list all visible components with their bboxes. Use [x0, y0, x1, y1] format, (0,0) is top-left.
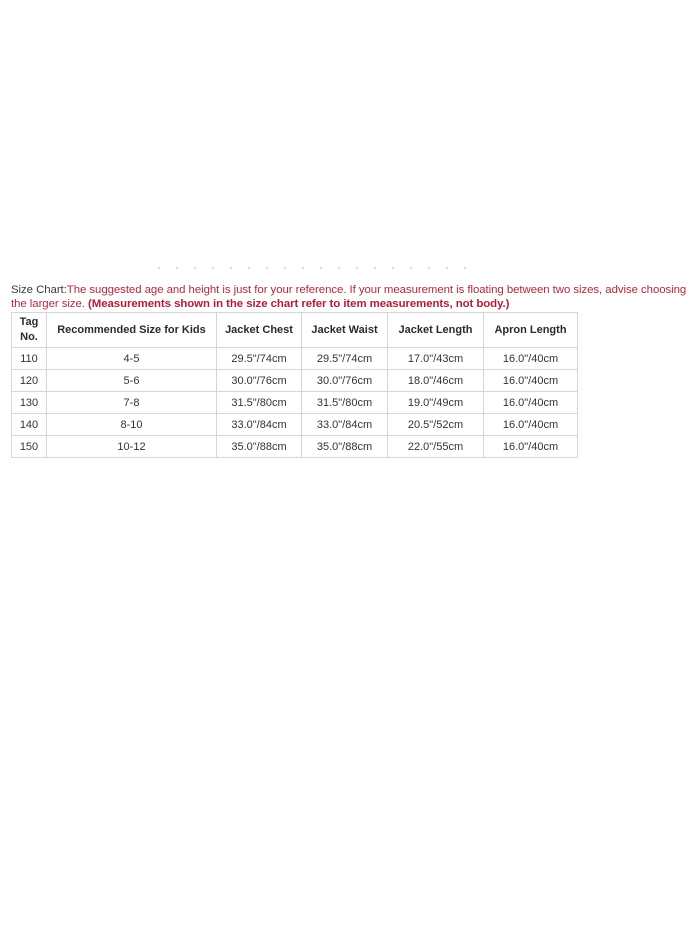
table-row: [12, 348, 578, 370]
cell-apron-length: 16.0"/40cm: [484, 348, 578, 370]
cell-apron-length: 16.0"/40cm: [484, 436, 578, 458]
cell-apron-length: 16.0"/40cm: [484, 392, 578, 414]
header-apron-length: Apron Length: [484, 313, 578, 348]
header-recommended-size: Recommended Size for Kids: [47, 313, 217, 348]
header-jacket-waist: Jacket Waist: [302, 313, 388, 348]
header-tag-no: Tag No.: [12, 313, 47, 348]
size-chart-label: Size Chart:: [11, 284, 67, 296]
cell-recommended-size: 8-10: [47, 414, 217, 436]
cell-recommended-size: 10-12: [47, 436, 217, 458]
cell-tag-no: 110: [12, 348, 47, 370]
cell-jacket-chest: 30.0"/76cm: [217, 370, 302, 392]
cell-jacket-waist: 30.0"/76cm: [302, 370, 388, 392]
cell-tag-no: 130: [12, 392, 47, 414]
cell-jacket-waist: 31.5"/80cm: [302, 392, 388, 414]
cell-jacket-waist: 35.0"/88cm: [302, 436, 388, 458]
table-header-row: [12, 313, 578, 348]
cell-apron-length: 16.0"/40cm: [484, 414, 578, 436]
cell-jacket-waist: 33.0"/84cm: [302, 414, 388, 436]
table-row: [12, 436, 578, 458]
cell-jacket-chest: 33.0"/84cm: [217, 414, 302, 436]
cell-jacket-length: 22.0"/55cm: [388, 436, 484, 458]
size-chart-note-text: The suggested age and height is just for your reference. If your measurement is floating between two sizes, advise choosing the larger size.: [11, 284, 687, 310]
table-row: [12, 370, 578, 392]
cell-jacket-length: 20.5"/52cm: [388, 414, 484, 436]
cell-jacket-length: 18.0"/46cm: [388, 370, 484, 392]
header-jacket-length: Jacket Length: [388, 313, 484, 348]
header-jacket-chest: Jacket Chest: [217, 313, 302, 348]
scan-artifact-dots: [150, 266, 480, 270]
cell-recommended-size: 7-8: [47, 392, 217, 414]
cell-apron-length: 16.0"/40cm: [484, 370, 578, 392]
table-row: [12, 392, 578, 414]
cell-jacket-length: 17.0"/43cm: [388, 348, 484, 370]
cell-recommended-size: 5-6: [47, 370, 217, 392]
cell-jacket-chest: 29.5"/74cm: [217, 348, 302, 370]
cell-tag-no: 150: [12, 436, 47, 458]
size-chart-note-bold: (Measurements shown in the size chart refer to item measurements, not body.): [88, 298, 510, 310]
cell-jacket-length: 19.0"/49cm: [388, 392, 484, 414]
table-row: [12, 414, 578, 436]
cell-tag-no: 120: [12, 370, 47, 392]
cell-jacket-chest: 35.0"/88cm: [217, 436, 302, 458]
cell-jacket-waist: 29.5"/74cm: [302, 348, 388, 370]
cell-tag-no: 140: [12, 414, 47, 436]
cell-recommended-size: 4-5: [47, 348, 217, 370]
cell-jacket-chest: 31.5"/80cm: [217, 392, 302, 414]
size-table: [11, 312, 578, 458]
size-chart-note: [11, 283, 687, 311]
